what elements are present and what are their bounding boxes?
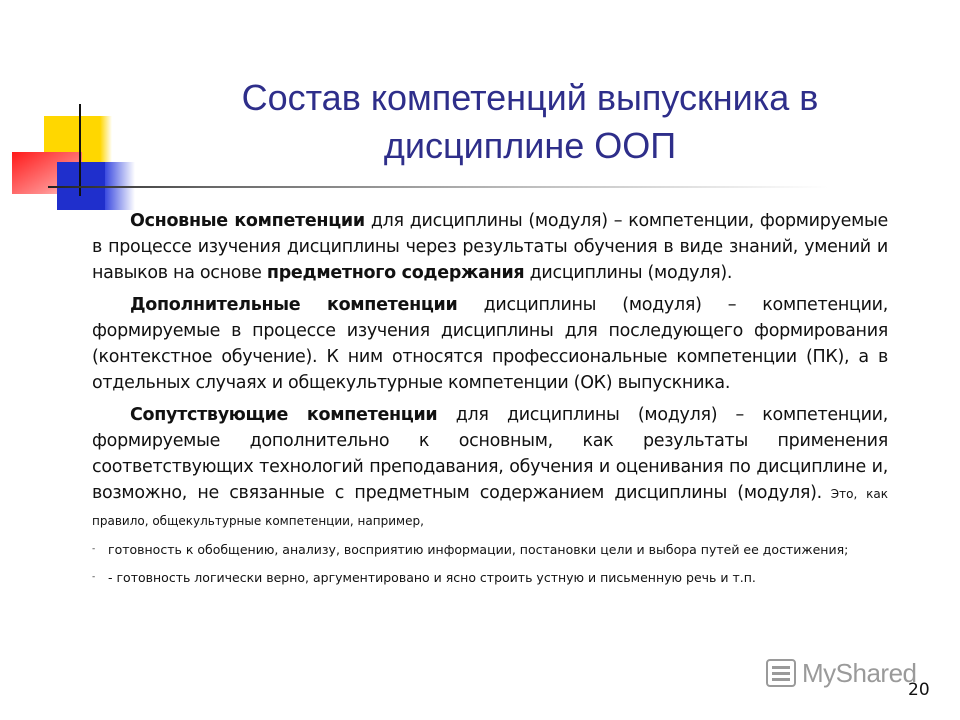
term-accompanying-competencies: Сопутствующие компетенции [130, 405, 438, 425]
term-basic-competencies: Основные компетенции [130, 211, 365, 231]
paragraph-basic-competencies [92, 208, 888, 286]
paragraph-text: для дисциплины (модуля) – компетенции, формируемые дополнительно к основным, как результаты применения соответствующих технологий преподавания, обучения и оценивания по дисциплине и, возможно, не связанные с предметным содержанием дисциплины (модуля). [92, 405, 888, 503]
slide-body [92, 208, 888, 596]
myshared-watermark [766, 656, 917, 690]
paragraph-text: дисциплины (модуля) – компетенции, формируемые в процессе изучения дисциплины для последующего формирования (контекстное обучение). К ним относятся профессиональные компетенции (ПК), а в отдельных случаях и общекультурные компетенции (ОК) выпускника. [92, 295, 888, 393]
list-item [92, 540, 888, 559]
title-line-1: Состав компетенций выпускника в [241, 77, 819, 118]
paragraph-note-text: Это, как правило, общекультурные компетенции, например, [92, 487, 888, 528]
paragraph-text: для дисциплины (модуля) – компетенции, формируемые в процессе изучения дисциплины через результаты обучения в виде знаний, умений и навыков на основе [92, 211, 888, 283]
bullet-mark: - [92, 572, 96, 582]
term-subject-content: предметного содержания [266, 263, 525, 283]
list-item-text: готовность к обобщению, анализу, восприятию информации, постановки цели и выбора путей ее достижения; [108, 542, 849, 557]
paragraph-text: дисциплины (модуля). [524, 263, 733, 283]
decorative-squares [0, 100, 140, 220]
watermark-text: MyShared [802, 657, 917, 688]
term-additional-competencies: Дополнительные компетенции [130, 295, 458, 315]
paragraph-additional-competencies [92, 292, 888, 396]
title-line-2: дисциплине ООП [383, 125, 677, 166]
vertical-rule [79, 104, 81, 196]
myshared-logo-icon [766, 659, 796, 687]
title-underline-rule [48, 186, 828, 188]
bullet-mark: - [92, 544, 96, 554]
slide-title [150, 74, 910, 170]
list-item [92, 568, 888, 587]
page-number: 20 [908, 680, 930, 700]
paragraph-accompanying-competencies [92, 402, 888, 534]
list-item-text: - готовность логически верно, аргументировано и ясно строить устную и письменную речь и т.п. [108, 570, 756, 585]
